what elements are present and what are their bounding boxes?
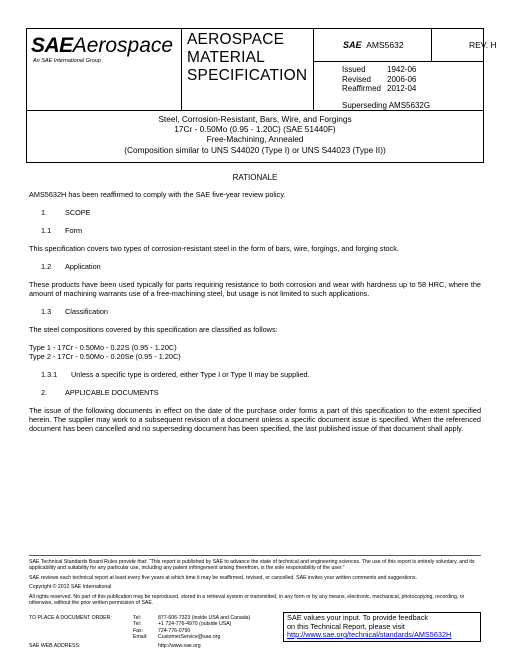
feedback-link[interactable]: http://www.sae.org/technical/standards/AMS5632H (287, 630, 452, 639)
rationale-text: AMS5632H has been reaffirmed to comply with the SAE five-year review policy. (29, 190, 286, 199)
type-2: Type 2 - 17Cr - 0.50Mo - 0.20Se (0.95 - 1.20C) (29, 352, 181, 361)
document-body (29, 173, 481, 442)
form-text: This specification covers two types of corrosion-resistant steel in the form of bars, wire, forgings, and forging stock. (29, 244, 399, 253)
logo-name: Aerospace (72, 34, 174, 57)
sae-aerospace-logo (31, 35, 181, 65)
spec-title-line: Free-Machining, Annealed (206, 134, 304, 145)
document-number (343, 40, 404, 50)
phone-domestic: 877-606-7323 (inside USA and Canada) (158, 615, 251, 621)
spec-title-line: Steel, Corrosion-Resistant, Bars, Wire, and Forgings (158, 114, 352, 124)
application-text: These products have been used typically for parts requiring resistance to both corrosion and wear with hardness up to 58 HRC, where the amount of machining warrants use of a free-machining steel, but usage is not limited to such applications. (29, 280, 481, 298)
header-divider (181, 29, 182, 110)
rationale-heading: RATIONALE (232, 173, 278, 182)
specification-title (26, 111, 484, 163)
revision-label: REV. H (469, 40, 497, 50)
document-type-title (187, 31, 327, 85)
superseding-note: Superseding AMS5632G (342, 101, 431, 110)
feedback-text: on this Technical Report, please visit (287, 621, 405, 631)
section-heading-application: 1.2 Application (41, 262, 101, 271)
title-line: AEROSPACE (187, 31, 285, 48)
footer-rules-text: SAE Technical Standards Board Rules provide that: “This report is published by SAE to advance the state of technical and engineering sciences. The use of this report is entirely voluntary, and its applicability and suitability for any particular use, including any patent infringement arising therefrom, is the sole responsibility of the user.” (29, 559, 475, 572)
footer-rights-text: All rights reserved. No part of this publication may be reproduced, stored in a retrieval system or transmitted, in any form or by any means, electronic, mechanical, photocopying, recording, or otherwise, without the prior written permission of SAE. (29, 593, 465, 607)
doc-brand: SAE (343, 40, 362, 50)
footer-rule (29, 555, 481, 556)
doc-number: AMS5632 (366, 40, 404, 50)
contact-values (158, 615, 298, 640)
spec-title-line: 17Cr - 0.50Mo (0.95 - 1.20C) (SAE 51440F) (174, 124, 336, 135)
classification-text: The steel compositions covered by this specification are classified as follows: (29, 325, 278, 334)
contact-labels: Tel: Tel: Fax: Email: (133, 615, 148, 640)
footer-copyright: Copyright © 2012 SAE International (29, 584, 112, 591)
feedback-box (283, 612, 481, 642)
section-heading-applicable-documents: 2. APPLICABLE DOCUMENTS (41, 388, 159, 397)
logo-tagline: An SAE International Group (33, 58, 101, 64)
email-link[interactable]: CustomerService@sae.org (158, 633, 221, 640)
type-list (29, 343, 481, 361)
order-label: TO PLACE A DOCUMENT ORDER: (29, 615, 112, 621)
header-divider (431, 29, 432, 61)
date-row: Issued 1942-06 (342, 65, 417, 74)
phone-international: +1 724-776-4970 (outside USA) (158, 621, 232, 628)
logo-brand: SAE (31, 34, 73, 57)
title-line: SPECIFICATION (187, 67, 308, 84)
section-heading-classification: 1.3 Classification (41, 307, 108, 316)
section-heading-form: 1.1 Form (41, 226, 83, 235)
applicable-documents-text: The issue of the following documents in effect on the date of the purchase order forms a part of this specification to the extent specified herein. The supplier may work to a subsequent revision of a document unless a specific document issue is specified. When the referenced document has been cancelled and no superseding document has been specified, the last published issue of that document shall apply. (29, 406, 481, 433)
document-dates (342, 65, 416, 94)
spec-title-line: (Composition similar to UNS S44020 (Type I) or UNS S44023 (Type II)) (124, 144, 386, 155)
web-address-label: SAE WEB ADDRESS: (29, 643, 81, 649)
footer-review-text: SAE reviews each technical report at least every five years at which time it may be reaffirmed, revised, or cancelled. SAE invites your written comments and suggestions. (29, 574, 417, 581)
header-rule (313, 61, 483, 62)
fax-number: 724-776-0790 (158, 627, 191, 634)
web-address-row (29, 643, 201, 649)
section-heading-scope: 1. SCOPE (41, 208, 91, 217)
legal-footer (29, 555, 481, 609)
feedback-text: SAE values your input. To provide feedback (287, 613, 429, 622)
type-1: Type 1 - 17Cr - 0.50Mo - 0.22S (0.95 - 1.20C) (29, 343, 177, 352)
document-header (26, 28, 497, 111)
web-address-link[interactable]: http://www.sae.org (158, 643, 201, 649)
title-line: MATERIAL (187, 49, 265, 66)
date-row: Revised 2006-06 (342, 74, 417, 84)
subsection-1-3-1: 1.3.1 Unless a specific type is ordered, either Type I or Type II may be supplied. (41, 370, 310, 379)
date-row: Reaffirmed 2012-04 (342, 84, 417, 94)
